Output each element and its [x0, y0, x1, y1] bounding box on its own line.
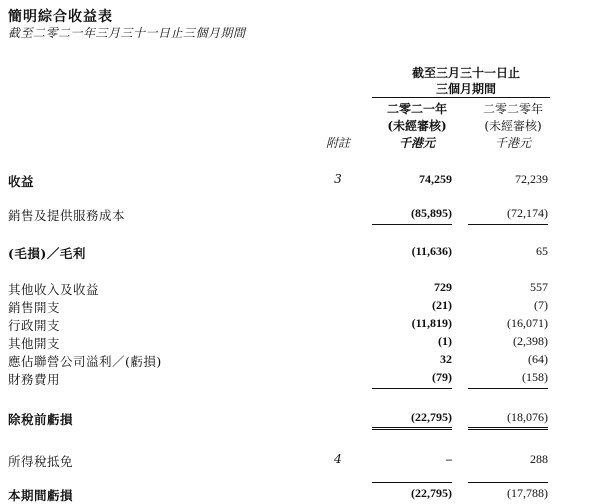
row-current-loss-for-period: (22,795) [411, 486, 452, 500]
previous-audit-header: (未經審核) [484, 119, 542, 133]
row-note-income-tax-credit: 4 [334, 452, 342, 466]
subtotal-rule-previous-3 [468, 482, 548, 483]
previous-year-header: 二零二零年 [482, 102, 543, 116]
row-current-revenue: 74,259 [419, 172, 452, 186]
row-previous-cost-of-sales: (72,174) [507, 206, 548, 220]
statement-title: 簡明綜合收益表 [8, 9, 113, 25]
row-previous-gross-profit: 65 [536, 244, 548, 258]
row-current-selling-expenses: (21) [432, 298, 452, 312]
total-double-rule-current [372, 427, 452, 430]
row-label-gross-profit: (毛損)／毛利 [8, 246, 86, 261]
row-previous-share-of-associate: (64) [528, 352, 548, 366]
row-previous-loss-for-period: (17,788) [507, 486, 548, 500]
row-label-selling-expenses: 銷售開支 [8, 300, 61, 315]
row-current-other-expenses: (1) [438, 334, 452, 348]
row-label-finance-costs: 財務費用 [8, 372, 61, 387]
row-previous-other-income: 557 [530, 280, 548, 294]
row-label-other-income: 其他收入及收益 [8, 282, 100, 297]
row-previous-selling-expenses: (7) [534, 298, 548, 312]
row-label-share-of-associate: 應佔聯營公司溢利／(虧損) [8, 354, 162, 369]
row-current-gross-profit: (11,636) [411, 244, 452, 258]
row-previous-other-expenses: (2,398) [513, 334, 548, 348]
row-label-loss-for-period: 本期間虧損 [8, 488, 74, 503]
row-label-admin-expenses: 行政開支 [8, 318, 61, 333]
statement-subtitle: 截至二零二一年三月三十一日止三個月期間 [8, 26, 246, 40]
row-label-cost-of-sales: 銷售及提供服務成本 [8, 208, 126, 223]
row-current-share-of-associate: 32 [440, 352, 452, 366]
current-unit-header: 千港元 [398, 136, 435, 150]
period-header-line1: 截至三月三十一日止 [411, 66, 520, 80]
row-current-cost-of-sales: (85,895) [411, 206, 452, 220]
period-header-rule [372, 97, 550, 98]
row-current-loss-before-tax: (22,795) [411, 410, 452, 424]
row-current-admin-expenses: (11,819) [411, 316, 452, 330]
subtotal-rule-current-2 [372, 388, 452, 389]
row-previous-admin-expenses: (16,071) [507, 316, 548, 330]
note-column-header: 附註 [325, 136, 350, 150]
row-previous-income-tax-credit: 288 [530, 452, 548, 466]
subtotal-rule-current-3 [372, 482, 452, 483]
period-header-line2: 三個月期間 [435, 82, 496, 96]
row-label-loss-before-tax: 除稅前虧損 [8, 412, 74, 427]
row-label-revenue: 收益 [8, 174, 35, 189]
current-year-header: 二零二一年 [386, 102, 447, 116]
row-previous-loss-before-tax: (18,076) [507, 410, 548, 424]
row-previous-revenue: 72,239 [515, 172, 548, 186]
subtotal-rule-previous [468, 224, 548, 225]
row-current-other-income: 729 [434, 280, 452, 294]
subtotal-rule-current [372, 224, 452, 225]
subtotal-rule-previous-2 [468, 388, 548, 389]
total-double-rule-previous [468, 427, 548, 430]
row-previous-finance-costs: (158) [522, 370, 548, 384]
row-current-finance-costs: (79) [432, 370, 452, 384]
row-label-income-tax-credit: 所得稅抵免 [8, 454, 74, 469]
row-note-revenue: 3 [334, 172, 342, 186]
row-current-income-tax-credit: – [446, 452, 452, 466]
current-audit-header: (未經審核) [387, 119, 447, 133]
previous-unit-header: 千港元 [494, 136, 531, 150]
row-label-other-expenses: 其他開支 [8, 336, 61, 351]
